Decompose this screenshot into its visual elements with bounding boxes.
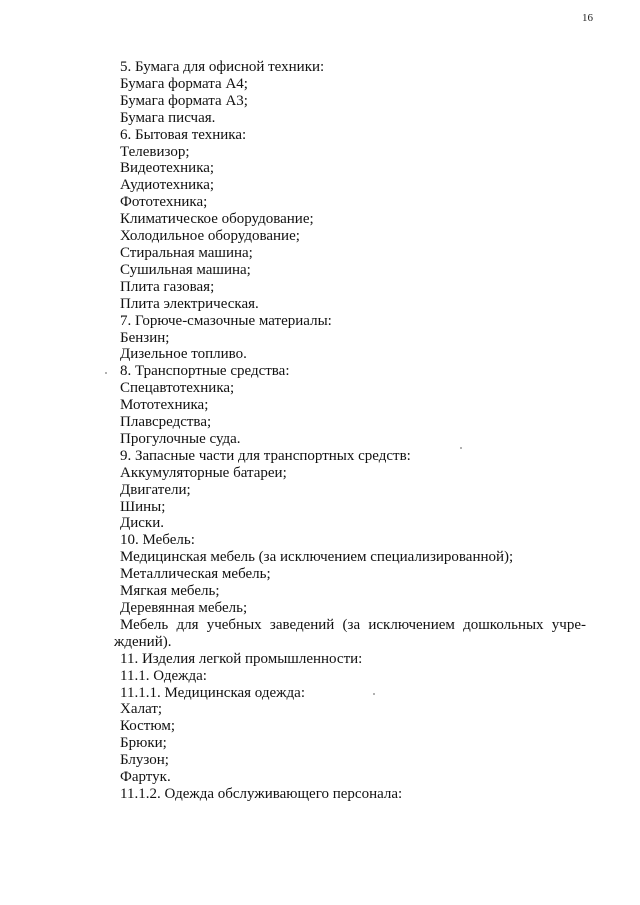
- list-item-continuation: ждений).: [114, 633, 172, 650]
- scan-speck: [373, 693, 375, 695]
- list-item: Плавсредства;: [120, 414, 212, 431]
- list-item: Мототехника;: [120, 397, 209, 414]
- subsection-heading-medical-clothing: 11.1.1. Медицинская одежда:: [120, 684, 305, 701]
- list-item: Шины;: [120, 498, 166, 515]
- document-body: [114, 59, 586, 803]
- list-item: Плита электрическая.: [120, 295, 259, 312]
- list-item: Диски.: [120, 515, 164, 532]
- list-item: Костюм;: [120, 718, 176, 735]
- section-heading-vehicles: 8. Транспортные средства:: [120, 363, 290, 380]
- page-number: 16: [582, 12, 593, 24]
- list-item: Плита газовая;: [120, 278, 215, 295]
- subsection-heading-staff-clothing: 11.1.2. Одежда обслуживающего персонала:: [120, 785, 403, 802]
- list-item: Металлическая мебель;: [120, 566, 271, 583]
- list-item: Дизельное топливо.: [120, 346, 247, 363]
- section-heading-fuel: 7. Горюче-смазочные материалы:: [120, 312, 332, 329]
- list-item: Блузон;: [120, 752, 169, 769]
- list-item: Стиральная машина;: [120, 244, 253, 261]
- list-item: Брюки;: [120, 735, 167, 752]
- list-item: Аудиотехника;: [120, 177, 215, 194]
- list-item: Бумага формата А3;: [120, 92, 248, 109]
- list-item: Телевизор;: [120, 143, 190, 160]
- list-item: Фототехника;: [120, 194, 208, 211]
- list-item: Бумага писчая.: [120, 109, 216, 126]
- list-item: Бензин;: [120, 329, 170, 346]
- list-item: Бумага формата А4;: [120, 75, 248, 92]
- list-item: Двигатели;: [120, 481, 191, 498]
- scan-speck: [105, 372, 107, 374]
- list-item: Халат;: [120, 701, 163, 718]
- section-heading-paper: 5. Бумага для офисной техники:: [120, 59, 325, 75]
- section-heading-spare-parts: 9. Запасные части для транспортных средств:: [120, 447, 411, 464]
- list-item: Прогулочные суда.: [120, 430, 241, 447]
- subsection-heading-clothing: 11.1. Одежда:: [120, 667, 207, 684]
- scan-speck: [460, 447, 462, 449]
- list-item: Фартук.: [120, 769, 171, 786]
- list-item: Деревянная мебель;: [120, 600, 248, 616]
- list-item: Сушильная машина;: [120, 261, 251, 278]
- list-item: Мягкая мебель;: [120, 583, 220, 600]
- list-item: Аккумуляторные батареи;: [120, 464, 287, 481]
- list-item-wrapped: Мебель для учебных заведений (за исключением дошкольных учре-: [120, 616, 586, 633]
- list-item: Климатическое оборудование;: [120, 211, 314, 228]
- section-heading-appliances: 6. Бытовая техника:: [120, 126, 247, 143]
- list-item: Холодильное оборудование;: [120, 228, 300, 245]
- section-heading-furniture: 10. Мебель:: [120, 532, 195, 549]
- list-item: Медицинская мебель (за исключением специализированной);: [120, 549, 514, 566]
- list-item: Спецавтотехника;: [120, 380, 235, 397]
- section-heading-light-industry: 11. Изделия легкой промышленности:: [120, 650, 363, 667]
- list-item: Видеотехника;: [120, 160, 215, 177]
